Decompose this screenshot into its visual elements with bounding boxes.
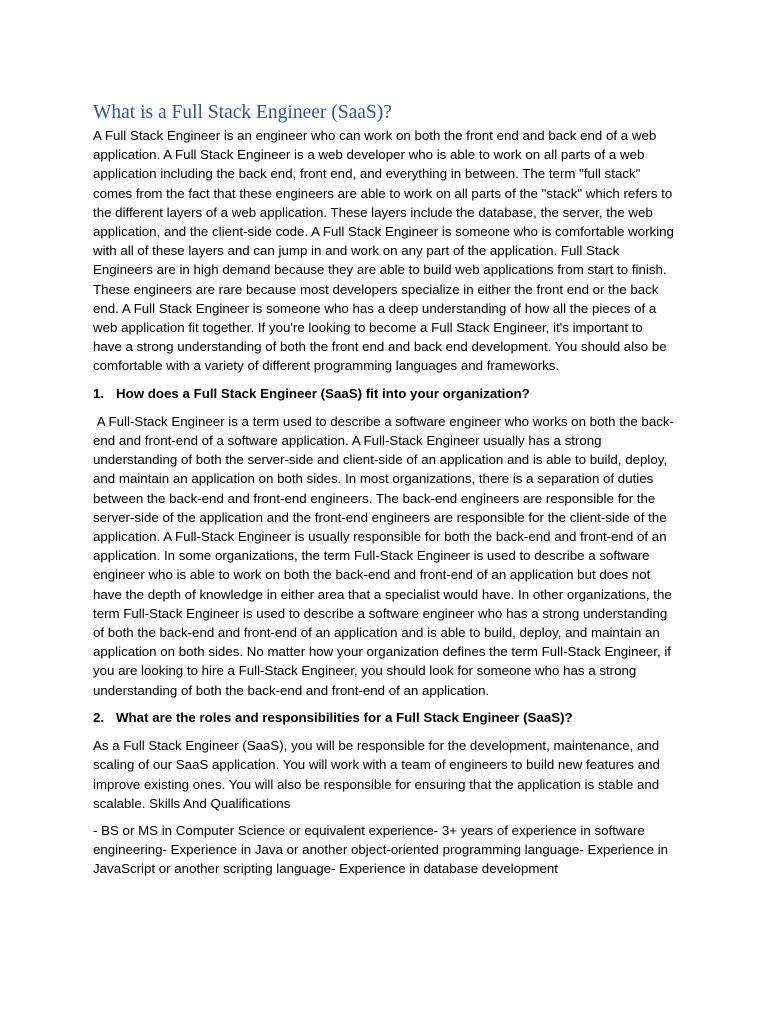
document-page <box>93 100 675 887</box>
section-2-heading <box>93 708 675 727</box>
section-2-number: 2. <box>93 709 105 725</box>
section-1-heading <box>93 384 675 403</box>
section-1-number: 1. <box>93 385 105 401</box>
document-title: What is a Full Stack Engineer (SaaS)? <box>93 102 392 123</box>
intro-paragraph: A Full Stack Engineer is an engineer who can work on both the front end and back end of a web application. A Full Stack Engineer is a web developer who is able to work on all parts of a web application including the back end, front end, and everything in between. The term "full stack" comes from the fact that these engineers are able to work on all parts of the "stack" which refers to the different layers of a web application. These layers include the database, the server, the web application, and the client-side code. A Full Stack Engineer is someone who is comfortable working with all of these layers and can jump in and work on any part of the application. Full Stack Engineers are in high demand because they are able to build web applications from start to finish. These engineers are rare because most developers specialize in either the front end or the back end. A Full Stack Engineer is someone who has a deep understanding of how all the pieces of a web application fit together. If you're looking to become a Full Stack Engineer, it's important to have a strong understanding of both the front end and back end development. You should also be comfortable with a variety of different programming languages and frameworks. <box>93 128 674 374</box>
section-2-heading-text: What are the roles and responsibilities for a Full Stack Engineer (SaaS)? <box>116 709 573 725</box>
section-1-paragraph: A Full-Stack Engineer is a term used to describe a software engineer who works on both the back-end and front-end of a software application. A Full-Stack Engineer usually has a strong understanding of both the server-side and client-side of an application and is able to build, deploy, and maintain an application on both sides. In most organizations, there is a separation of duties between the back-end and front-end engineers. The back-end engineers are responsible for the server-side of the application and the front-end engineers are responsible for the client-side of the application. A Full-Stack Engineer is usually responsible for both the back-end and front-end of an application. In some organizations, the term Full-Stack Engineer is used to describe a software engineer who is able to work on both the back-end and front-end of an application but does not have the depth of knowledge in either area that a specialist would have. In other organizations, the term Full-Stack Engineer is used to describe a software engineer who has a strong understanding of both the back-end and front-end of an application and is able to build, deploy, and maintain an application on both sides. No matter how your organization defines the term Full-Stack Engineer, if you are looking to hire a Full-Stack Engineer, you should look for someone who has a strong understanding of both the back-end and front-end of an application. <box>93 413 676 698</box>
qualifications-paragraph: - BS or MS in Computer Science or equivalent experience- 3+ years of experience in software engineering- Experience in Java or another object-oriented programming language- Experience in JavaScript or another scripting language- Experience in database development <box>93 822 669 877</box>
section-2-paragraph: As a Full Stack Engineer (SaaS), you will be responsible for the development, maintenance, and scaling of our SaaS application. You will work with a team of engineers to build new features and improve existing ones. You will also be responsible for ensuring that the application is stable and scalable. Skills And Qualifications <box>93 738 660 811</box>
section-1-heading-text: How does a Full Stack Engineer (SaaS) fit into your organization? <box>116 385 530 401</box>
